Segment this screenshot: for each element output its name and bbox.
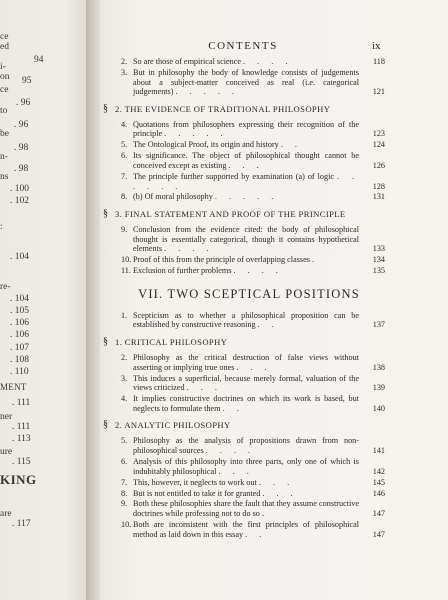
entry-title: The principle further supported by examination (a) of logic [133, 171, 334, 181]
leader-dots: . [311, 255, 319, 265]
left-page-fragment: . 98 [14, 164, 29, 174]
toc-entry [103, 192, 385, 202]
leader-dots: . [261, 509, 269, 519]
entry-page-number: 124 [372, 140, 385, 150]
entry-number: 7. [121, 171, 128, 181]
leader-dots: . . . . [243, 57, 293, 66]
toc-entry [103, 520, 385, 539]
entry-text [103, 489, 385, 499]
entry-page-number: 131 [372, 192, 385, 202]
entry-page-number: 147 [372, 529, 385, 539]
entry-title: This induces a superficial, because merely formal, valuation of the views criticized [133, 373, 359, 393]
section-heading [103, 420, 385, 430]
entry-page-number: 123 [372, 129, 385, 139]
entry-number: 5. [121, 140, 128, 150]
entry-title: Philosophy as the analysis of propositions drawn from non-philosophical sources [133, 436, 359, 455]
entry-number: 5. [121, 436, 128, 446]
toc-entry [103, 151, 385, 170]
left-page-fragment: . 111 [12, 398, 31, 408]
entry-page-number: 134 [372, 255, 385, 265]
left-page-fragment: ner [0, 412, 13, 422]
entry-title: Its significance. The object of philosophical thought cannot be conceived except as existing [133, 151, 359, 170]
entry-text [103, 172, 385, 191]
toc-entry [103, 120, 385, 139]
entry-text [103, 353, 385, 372]
section-sign: § [103, 208, 109, 220]
entry-text [103, 68, 385, 97]
left-page-fragment: . 115 [12, 457, 31, 467]
leader-dots: . . . . [164, 244, 214, 254]
entry-number: 2. [121, 57, 128, 66]
entry-text [103, 255, 385, 265]
entry-number: 4. [121, 394, 128, 404]
entry-number: 7. [121, 477, 128, 487]
entry-page-number: 126 [372, 160, 385, 170]
toc-entry [103, 140, 385, 150]
leader-dots: . . [280, 140, 302, 150]
leader-dots: . . . . [233, 266, 283, 276]
entry-page-number: 147 [372, 509, 385, 519]
toc-entry [103, 255, 385, 265]
entry-title: Both are inconsistent with the first principles of philosophical method as laid down in this essay [133, 520, 359, 539]
entry-title: But in philosophy the body of knowledge consists of judgements about a subject-matter conceived as real (i.e. categorical judgements) [133, 67, 359, 97]
left-page-fragment: ns [0, 172, 9, 182]
left-page-fragment: . 98 [14, 143, 29, 153]
entry-number: 6. [121, 456, 128, 466]
toc-entry [103, 68, 385, 97]
toc-entry [103, 478, 385, 488]
entry-text [103, 225, 385, 254]
entry-page-number: 138 [372, 362, 385, 372]
section-sign: § [103, 102, 109, 114]
section-sign: § [103, 336, 109, 348]
left-page-fragment: are [0, 509, 12, 519]
left-page-fragment: . 104 [10, 294, 29, 304]
entry-text [103, 457, 385, 476]
entry-page-number: 141 [372, 445, 385, 455]
entry-title: It implies constructive doctrines on which its work is based, but neglects to formulate them [133, 394, 359, 413]
left-page-fragment: to [0, 106, 8, 116]
entry-page-number: 146 [372, 488, 385, 498]
left-page-fragment: . 96 [16, 98, 31, 108]
entry-page-number: 139 [372, 383, 385, 393]
left-page-fragment: . 113 [12, 434, 31, 444]
toc-entry [103, 489, 385, 499]
entry-text [103, 478, 385, 488]
toc-entry [103, 172, 385, 191]
entry-title: The Ontological Proof, its origin and history [133, 140, 279, 150]
left-page-fragment: MENT [0, 382, 27, 392]
entry-page-number: 145 [372, 477, 385, 487]
entry-title: Quotations from philosophers expressing their recognition of the principle [133, 119, 359, 139]
entry-number: 11. [121, 266, 131, 276]
entry-text [103, 394, 385, 413]
toc-entry [103, 374, 385, 393]
leader-dots: . . . [218, 466, 254, 476]
left-page-fragment: ure [0, 447, 13, 457]
left-page-fragment: re- [0, 282, 11, 292]
entry-title: Scepticism as to whether a philosophical proposition can be established by constructive reasoning [133, 310, 359, 330]
entry-number: 8. [121, 488, 128, 498]
left-page-fragment: . 96 [14, 120, 29, 130]
leader-dots: . . [222, 403, 244, 413]
entry-title: Philosophy as the critical destruction of false views without asserting or implying true ones [133, 353, 359, 372]
toc-entry [103, 436, 385, 455]
entry-page-number: 142 [372, 466, 385, 476]
left-page-fragment: . 117 [12, 519, 31, 529]
entry-page-number: 135 [372, 266, 385, 276]
leader-dots: . . . . . [214, 192, 279, 202]
toc-entry [103, 266, 385, 276]
section-title: 2. THE EVIDENCE OF TRADITIONAL PHILOSOPHY [115, 103, 331, 114]
leader-dots: . . [257, 320, 279, 330]
section-heading [103, 209, 385, 219]
entry-page-number: 133 [372, 244, 385, 254]
entry-title: So are those of empirical science [133, 57, 241, 66]
entry-title: (b) Of moral philosophy [133, 192, 213, 202]
leader-dots: . . . [228, 160, 264, 170]
section-title: 3. FINAL STATEMENT AND PROOF OF THE PRINCIPLE [115, 209, 346, 220]
entry-number: 3. [121, 373, 128, 383]
entry-text [103, 192, 385, 202]
entry-page-number: 140 [372, 403, 385, 413]
chapter-heading: VII. TWO SCEPTICAL POSITIONS [138, 286, 360, 301]
left-page-fragment: . 108 [10, 355, 29, 365]
section-title: 2. ANALYTIC PHILOSOPHY [115, 420, 231, 431]
entry-title: Proof of this from the principle of overlapping classes [133, 255, 310, 265]
leader-dots: . . . [186, 383, 222, 393]
section-title: 1. CRITICAL PHILOSOPHY [115, 337, 228, 348]
entry-title: Both these philosophies share the fault that they assume constructive doctrines while professing not to do so [133, 499, 359, 519]
left-page-fragment: . 100 [10, 184, 29, 194]
entry-number: 10. [121, 520, 132, 530]
entry-number: 6. [121, 151, 128, 161]
table-of-contents [103, 57, 385, 541]
entry-text [103, 57, 385, 67]
entry-text [103, 374, 385, 393]
left-page [0, 0, 92, 600]
entry-number: 1. [121, 310, 128, 320]
left-page-fragment: . 111 [12, 422, 31, 432]
page-title: CONTENTS [208, 40, 278, 52]
section-sign: § [103, 419, 109, 431]
entry-text [103, 311, 385, 330]
entry-title: Exclusion of further problems [133, 266, 232, 276]
entry-text [103, 140, 385, 150]
section-heading [103, 337, 385, 347]
entry-number: 3. [121, 67, 128, 77]
entry-number: 8. [121, 192, 128, 202]
entry-title: Analysis of this philosophy into three parts, only one of which is indubitably philosophical [133, 456, 359, 476]
entry-text [103, 499, 385, 518]
toc-entry [103, 394, 385, 413]
entry-number: 4. [121, 119, 128, 129]
left-page-fragment: 95 [22, 76, 32, 86]
left-page-fragment: . 106 [10, 318, 29, 328]
left-page-fragment: ed [0, 42, 9, 52]
entry-title: Conclusion from the evidence cited: the body of philosophical thought is essentially categorical, though it contains hypothetical elements [133, 225, 359, 254]
entry-page-number: 121 [372, 87, 385, 97]
entry-number: 9. [121, 225, 128, 235]
leader-dots: . . [245, 529, 267, 539]
leader-dots: . . . . . . [133, 171, 360, 191]
left-page-fragment: . 107 [10, 343, 29, 353]
left-page-fragment: n- [0, 152, 8, 162]
page-number: ix [372, 40, 381, 52]
left-page-fragment: . 106 [10, 330, 29, 340]
entry-text [103, 436, 385, 455]
entry-page-number: 128 [372, 181, 385, 191]
left-page-fragment: . 102 [10, 196, 29, 206]
entry-number: 10. [121, 255, 132, 265]
left-page-fragment: i- [0, 62, 6, 72]
left-page-fragment: ce [0, 85, 9, 95]
entry-text [103, 120, 385, 139]
left-page-fragment: . 104 [10, 252, 29, 262]
left-page-fragment: . 105 [10, 306, 29, 316]
leader-dots: . . . . . [164, 129, 228, 139]
toc-entry [103, 353, 385, 372]
entry-text [103, 266, 385, 276]
entry-page-number: 137 [372, 320, 385, 330]
entry-number: 9. [121, 499, 128, 509]
left-page-fragment: on [0, 72, 10, 82]
toc-entry [103, 225, 385, 254]
leader-dots: . . . . [205, 445, 256, 455]
toc-entry [103, 457, 385, 476]
left-page-fragment: be [0, 129, 9, 139]
left-page-fragment: . 110 [10, 367, 29, 377]
leader-dots: . . . . . [175, 87, 239, 97]
entry-text [103, 151, 385, 170]
leader-dots: . . . [236, 362, 272, 372]
toc-entry [103, 499, 385, 518]
entry-page-number: 118 [373, 57, 385, 66]
left-page-fragment: 94 [34, 55, 44, 65]
entry-text [103, 520, 385, 539]
entry-title: But is not entitled to take it for granted [133, 488, 261, 498]
left-page-fragment: ce [0, 32, 9, 42]
section-heading [103, 104, 385, 114]
leader-dots: . . . [258, 477, 295, 487]
toc-entry [103, 57, 385, 67]
leader-dots: . . . [262, 488, 298, 498]
entry-title: This, however, it neglects to work out [133, 477, 257, 487]
toc-entry [103, 311, 385, 330]
left-page-fragment: KING [0, 472, 37, 487]
left-page-fragment: : [0, 222, 3, 232]
entry-number: 2. [121, 353, 128, 363]
